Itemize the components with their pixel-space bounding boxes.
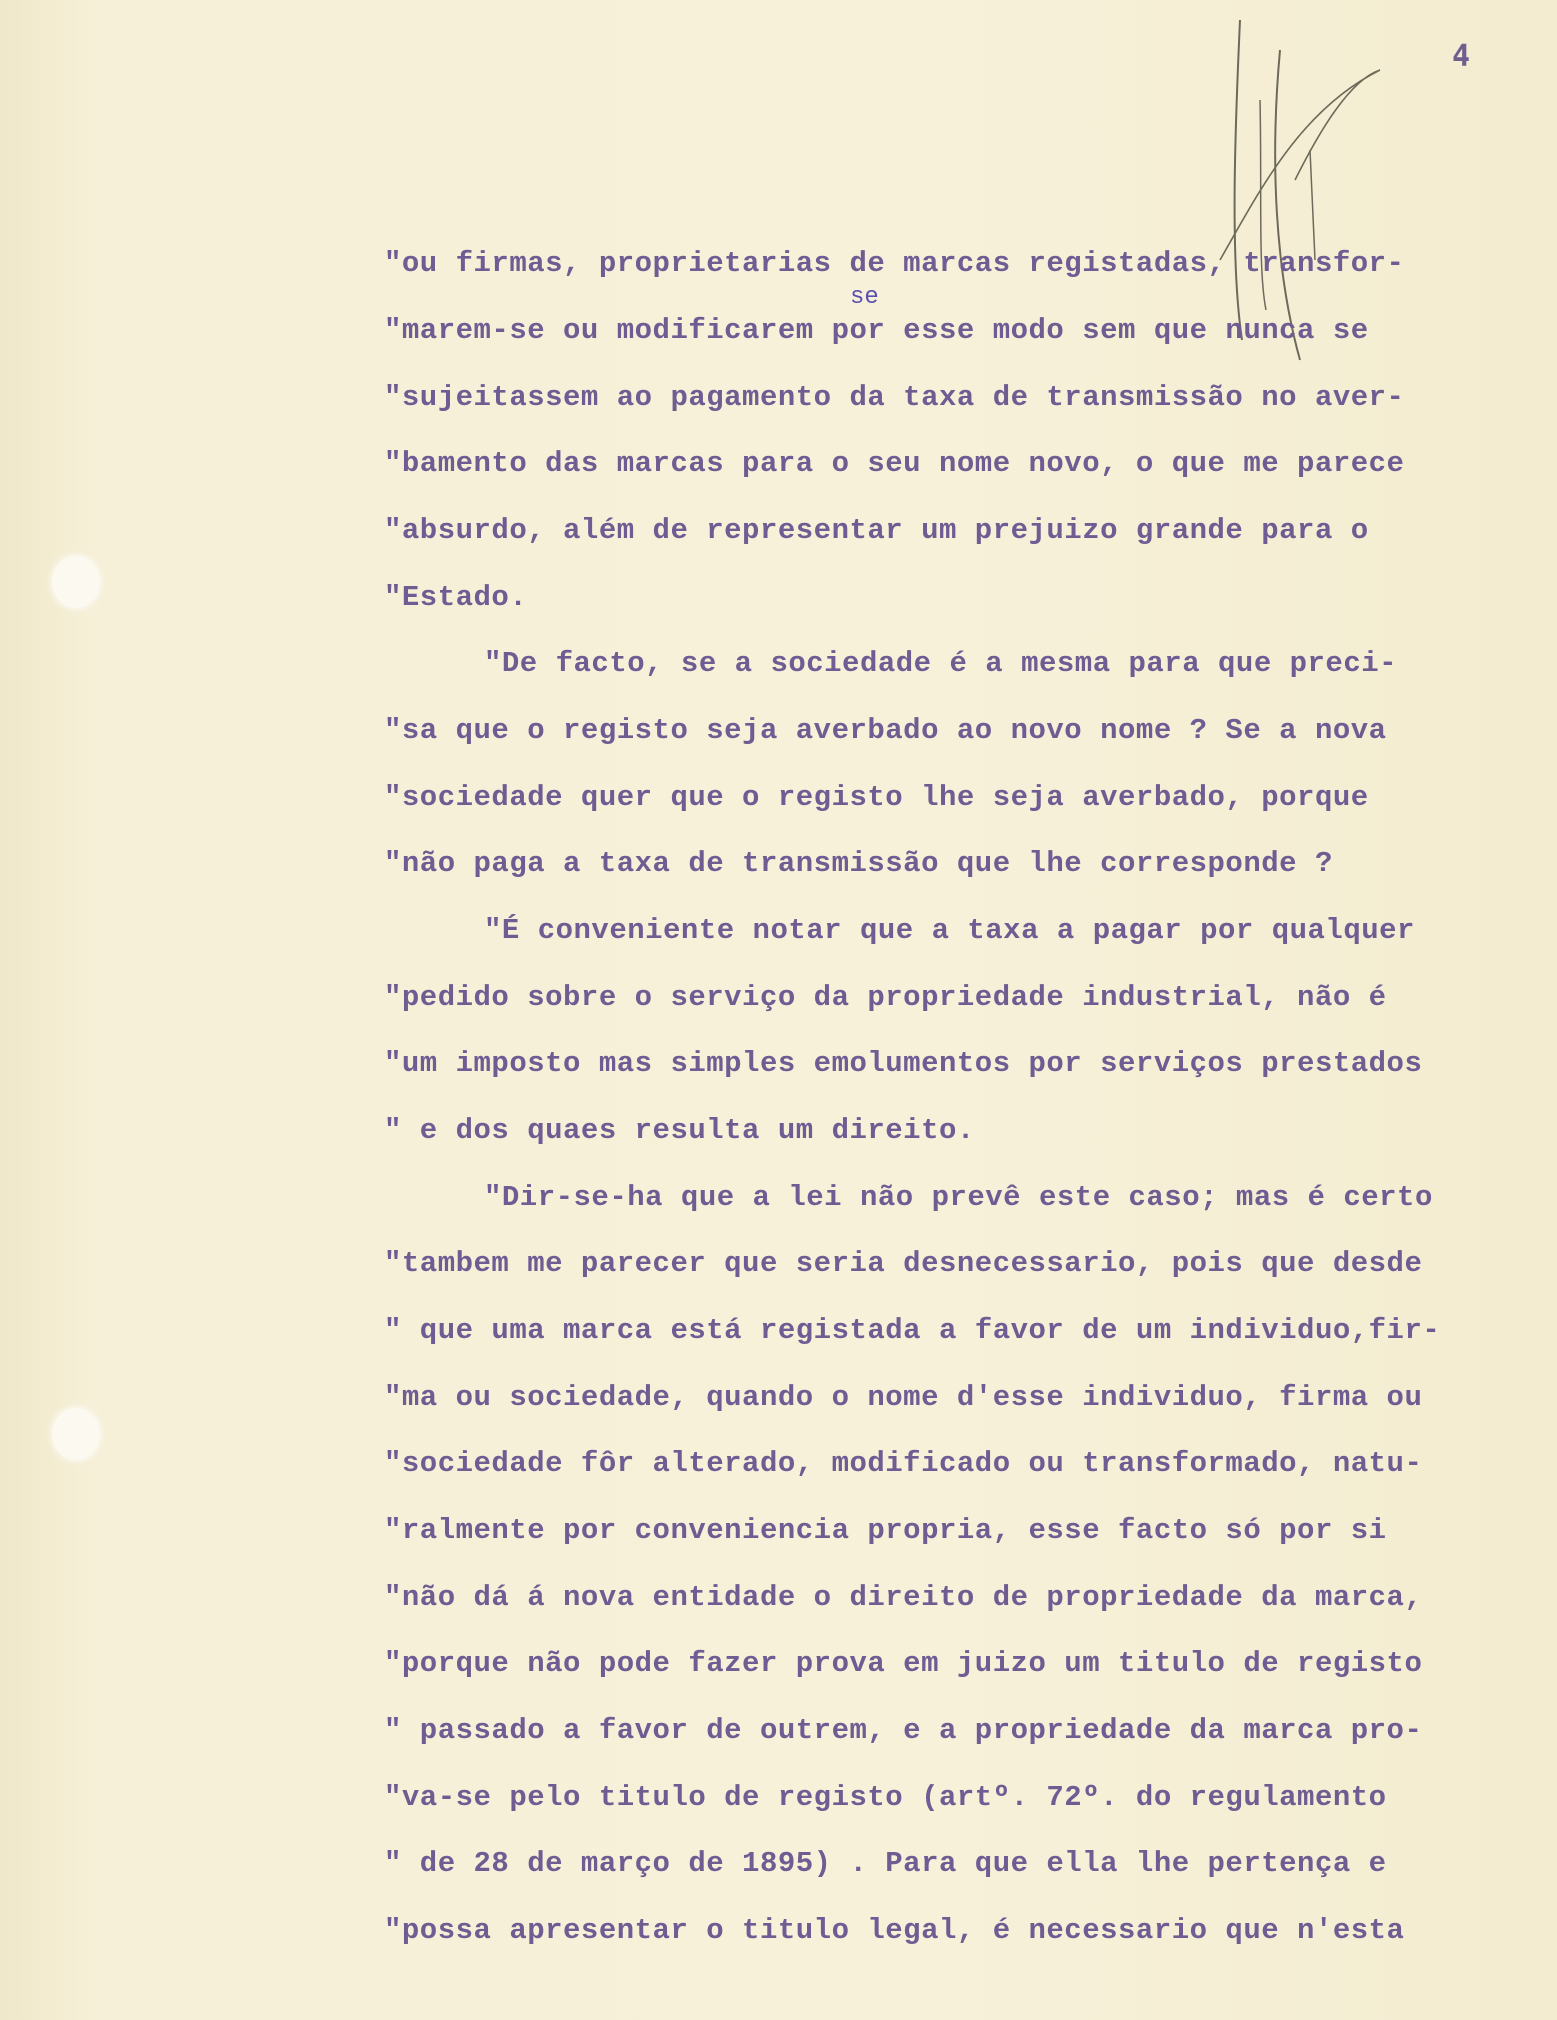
text-line: " que uma marca está registada a favor de um individuo,fir- xyxy=(384,1314,1441,1347)
page-number: 4 xyxy=(1452,39,1471,74)
text-line: "marem-se ou modificarem por esse modo sem que nunca se xyxy=(384,314,1369,347)
text-line: " e dos quaes resulta um direito. xyxy=(384,1114,975,1147)
text-line: " passado a favor de outrem, e a propriedade da marca pro- xyxy=(384,1714,1423,1747)
text-line: "É conveniente notar que a taxa a pagar por qualquer xyxy=(484,914,1415,947)
text-line: "sociedade quer que o registo lhe seja averbado, porque xyxy=(384,781,1369,814)
text-line: "porque não pode fazer prova em juizo um titulo de registo xyxy=(384,1647,1423,1680)
text-line: "De facto, se a sociedade é a mesma para que preci- xyxy=(484,647,1398,680)
text-line: "bamento das marcas para o seu nome novo, o que me parece xyxy=(384,447,1405,480)
text-line: "Estado. xyxy=(384,581,528,614)
punch-hole xyxy=(52,556,100,608)
handwritten-insertion: se xyxy=(850,284,879,311)
text-line: "ralmente por conveniencia propria, esse facto só por si xyxy=(384,1514,1387,1547)
text-line: "sociedade fôr alterado, modificado ou transformado, natu- xyxy=(384,1447,1423,1480)
text-line: "não dá á nova entidade o direito de propriedade da marca, xyxy=(384,1581,1423,1614)
punch-hole xyxy=(52,1408,100,1460)
text-line: "ou firmas, proprietarias de marcas registadas, transfor- xyxy=(384,247,1405,280)
text-line: "va-se pelo titulo de registo (artº. 72º. do regulamento xyxy=(384,1781,1387,1814)
text-line: "sa que o registo seja averbado ao novo nome ? Se a nova xyxy=(384,714,1387,747)
text-line: " de 28 de março de 1895) . Para que ella lhe pertença e xyxy=(384,1847,1387,1880)
text-line: "um imposto mas simples emolumentos por serviços prestados xyxy=(384,1047,1423,1080)
text-line: "não paga a taxa de transmissão que lhe corresponde ? xyxy=(384,847,1333,880)
text-line: "Dir-se-ha que a lei não prevê este caso; mas é certo xyxy=(484,1181,1433,1214)
text-line: "possa apresentar o titulo legal, é necessario que n'esta xyxy=(384,1914,1405,1947)
text-line: "ma ou sociedade, quando o nome d'esse individuo, firma ou xyxy=(384,1381,1423,1414)
text-line: "pedido sobre o serviço da propriedade industrial, não é xyxy=(384,981,1387,1014)
text-line: "sujeitassem ao pagamento da taxa de transmissão no aver- xyxy=(384,381,1405,414)
text-line: "absurdo, além de representar um prejuizo grande para o xyxy=(384,514,1369,547)
text-line: "tambem me parecer que seria desnecessario, pois que desde xyxy=(384,1247,1423,1280)
